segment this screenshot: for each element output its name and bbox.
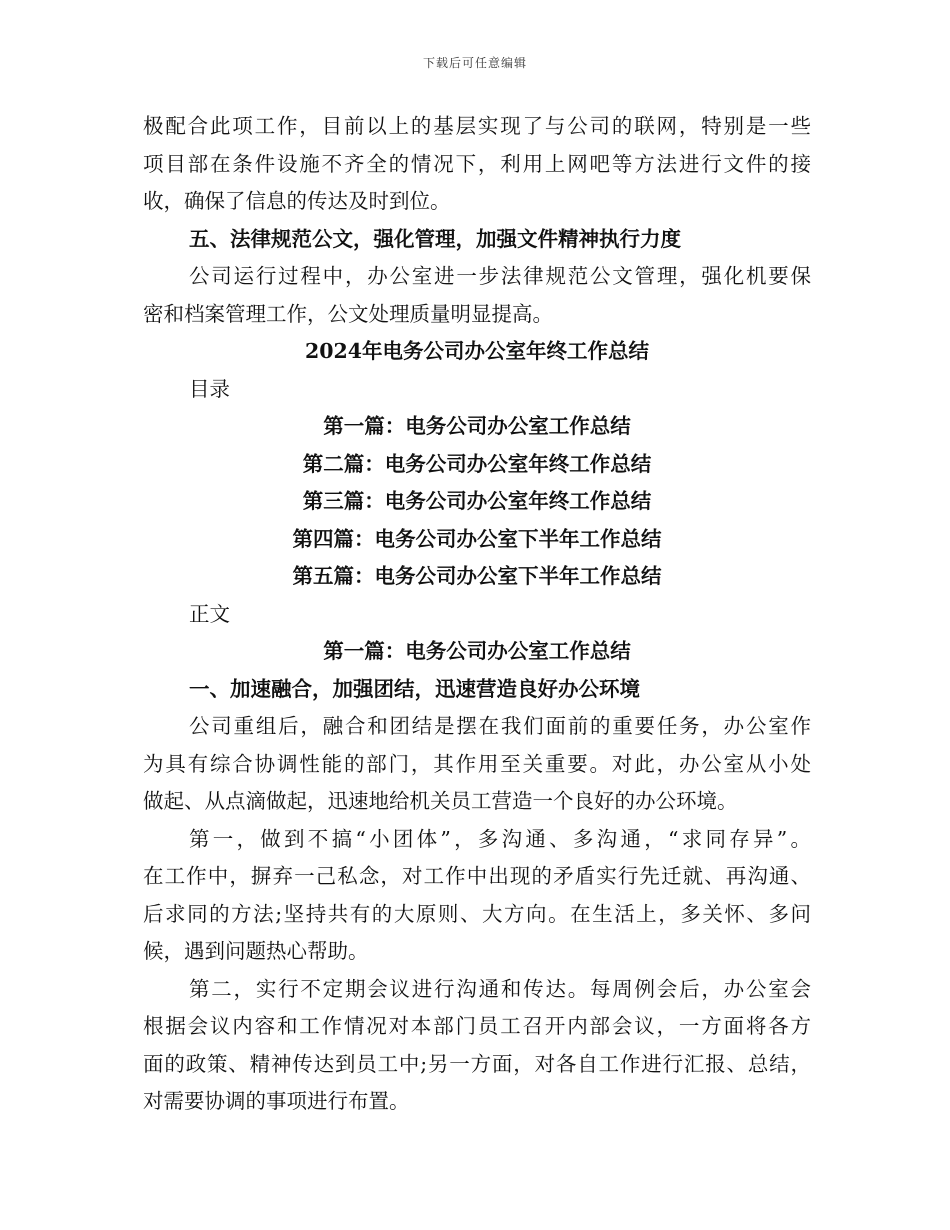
text-line: 第四篇：电务公司办公室下半年工作总结	[292, 526, 662, 551]
text-line: 面的政策、精神传达到员工中;另一方面，对各自工作进行汇报、总结，	[143, 1051, 811, 1076]
document-body	[143, 108, 811, 1121]
text-line: 在工作中，摒弃一己私念，对工作中出现的矛盾实行先迁就、再沟通、	[143, 864, 811, 888]
text-line: 收，确保了信息的传达及时到位。	[143, 189, 451, 213]
text-line: 公司运行过程中，办公室进一步法律规范公文管理，强化机要保	[189, 264, 811, 288]
text-line: 目录	[189, 376, 230, 401]
text-line: 正文	[189, 601, 230, 626]
text-line: 公司重组后，融合和团结是摆在我们面前的重要任务，办公室作	[189, 714, 811, 738]
page-header: 下载后可任意编辑	[422, 56, 527, 70]
text-line: 做起、从点滴做起，迅速地给机关员工营造一个良好的办公环境。	[143, 789, 738, 813]
text-line: 项目部在条件设施不齐全的情况下，利用上网吧等方法进行文件的接	[143, 151, 811, 176]
text-line: 对需要协调的事项进行布置。	[143, 1089, 410, 1113]
text-line: 五、法律规范公文，强化管理，加强文件精神执行力度	[189, 226, 681, 251]
text-line: 第三篇：电务公司办公室年终工作总结	[302, 489, 652, 513]
text-line: 第一，做到不搞“小团体”，多沟通、多沟通，“求同存异”。	[189, 826, 811, 851]
text-line: 2024年电务公司办公室年终工作总结	[304, 339, 650, 363]
text-line: 根据会议内容和工作情况对本部门员工召开内部会议，一方面将各方	[143, 1014, 811, 1038]
text-line: 密和档案管理工作，公文处理质量明显提高。	[143, 301, 553, 326]
text-line: 第二篇：电务公司办公室年终工作总结	[302, 451, 652, 476]
text-line: 第一篇：电务公司办公室工作总结	[323, 639, 631, 663]
text-line: 后求同的方法;坚持共有的大原则、大方向。在生活上，多关怀、多问	[143, 901, 811, 926]
text-line: 极配合此项工作，目前以上的基层实现了与公司的联网，特别是一些	[143, 114, 811, 138]
text-line: 一、加速融合，加强团结，迅速营造良好办公环境	[189, 676, 640, 701]
text-line: 为具有综合协调性能的部门，其作用至关重要。对此，办公室从小处	[143, 751, 811, 776]
text-line: 第一篇：电务公司办公室工作总结	[323, 414, 631, 438]
text-line: 候，遇到问题热心帮助。	[143, 939, 369, 963]
text-line: 第五篇：电务公司办公室下半年工作总结	[292, 564, 662, 588]
text-line: 第二，实行不定期会议进行沟通和传达。每周例会后，办公室会	[189, 976, 811, 1001]
